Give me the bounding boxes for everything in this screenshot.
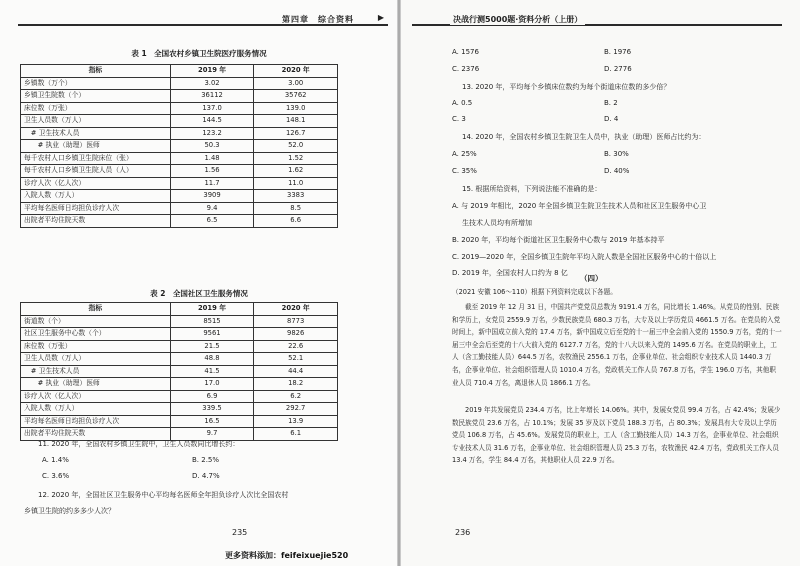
q15-option-d: D. 2019 年，全国农村人口约为 8 亿 bbox=[452, 269, 568, 277]
table2-row bbox=[21, 378, 338, 391]
table1 bbox=[20, 64, 338, 228]
table1-header-cell: 2019 年 bbox=[170, 65, 254, 78]
table2-header-cell: 2019 年 bbox=[170, 303, 254, 316]
table1-row-value: 36112 bbox=[170, 90, 254, 103]
table2-row bbox=[21, 353, 338, 366]
table1-row-value: 11.0 bbox=[254, 177, 338, 190]
q12-option-a: A. 1576 bbox=[452, 48, 479, 56]
table2-row-value: 6.1 bbox=[254, 428, 338, 441]
table2-row bbox=[21, 390, 338, 403]
book-spine bbox=[397, 0, 401, 566]
table1-caption: 表 1 全国农村乡镇卫生院医疗服务情况 bbox=[131, 49, 267, 58]
passage-paragraph-1: 截至 2019 年 12 月 31 日，中国共产党党员总数为 9191.4 万名，同比增长 1.46%。从党员的性别、民族和学历上，女党员 2559.9 万名，少数民族党员 680.3 万名，大专及以上学历党员 4661.5 万名。在党员的入党时间上，新中国成立前入党的 17.4 万名，新中国成立后至党的十一届三中全会前入党的 1550.9 万名，党的十一届三中全会后至党的十八大前入党的 6127.7 万名，党的十八大以来入党的 1495.6 万名。在党员的职业上，工人（含工勤技能人员）644.5 万名，农牧渔民 2556.1 万名，企事业单位、社会组织专业技术人员 1440.3 万名，企事业单位、社会组织管理人员 1010.4 万名，党政机关工作人员 767.8 万名，学生 196.0 万名，其他职业人员 710.4 万名，离退休人员 1866.1 万名。 bbox=[452, 303, 782, 387]
q14-option-d: D. 40% bbox=[604, 167, 630, 175]
table2-header-cell: 2020 年 bbox=[254, 303, 338, 316]
table1-row-value: 126.7 bbox=[254, 127, 338, 140]
table1-row-value: 3.00 bbox=[254, 77, 338, 90]
table1-row bbox=[21, 140, 338, 153]
table1-row bbox=[21, 165, 338, 178]
q14-option-b: B. 30% bbox=[604, 150, 629, 158]
section-heading: （四） bbox=[580, 274, 603, 283]
chapter-title: 第四章 综合资料 bbox=[282, 15, 354, 24]
table2-header-cell: 指标 bbox=[21, 303, 171, 316]
table2-row-label: 入院人数（万人） bbox=[21, 403, 171, 416]
table2-row-value: 8773 bbox=[254, 315, 338, 328]
table2-row-value: 6.9 bbox=[170, 390, 254, 403]
table1-row-value: 52.0 bbox=[254, 140, 338, 153]
table1-row-label: 床位数（万张） bbox=[21, 102, 171, 115]
table2-row-value: 16.5 bbox=[170, 415, 254, 428]
table2-row-value: 17.0 bbox=[170, 378, 254, 391]
table1-row-value: 3.02 bbox=[170, 77, 254, 90]
right-running-header bbox=[412, 14, 782, 28]
table2-row-value: 8515 bbox=[170, 315, 254, 328]
table2-row bbox=[21, 328, 338, 341]
table2-row-value: 52.1 bbox=[254, 353, 338, 366]
table1-header-cell: 指标 bbox=[21, 65, 171, 78]
table1-header-cell: 2020 年 bbox=[254, 65, 338, 78]
table2-row-value: 9826 bbox=[254, 328, 338, 341]
question-12-line2: 乡镇卫生院的约多多少人次？ bbox=[24, 507, 115, 515]
table2-row-value: 9561 bbox=[170, 328, 254, 341]
table2-row-label: 床位数（万张） bbox=[21, 340, 171, 353]
table1-row bbox=[21, 177, 338, 190]
table1-row-label: 乡镇数（万个） bbox=[21, 77, 171, 90]
q12-option-b: B. 1976 bbox=[604, 48, 632, 56]
table1-row-label: 平均每名医师日均担负诊疗人次 bbox=[21, 202, 171, 215]
q13-option-d: D. 4 bbox=[604, 115, 619, 123]
table2-row-label: 出院者平均住院天数 bbox=[21, 428, 171, 441]
table1-row-value: 148.1 bbox=[254, 115, 338, 128]
table1-row-value: 1.56 bbox=[170, 165, 254, 178]
table1-row-label: 卫生人员数（万人） bbox=[21, 115, 171, 128]
q14-option-a: A. 25% bbox=[452, 150, 477, 158]
table1-row-value: 6.5 bbox=[170, 215, 254, 228]
q12-option-c: C. 2376 bbox=[452, 65, 480, 73]
q13-option-c: C. 3 bbox=[452, 115, 466, 123]
q15-option-a: A. 与 2019 年相比，2020 年全国乡镇卫生院卫生技术人员和社区卫生服务中心卫 bbox=[452, 202, 707, 210]
table2-row-label: 卫生人员数（万人） bbox=[21, 353, 171, 366]
table1-row bbox=[21, 77, 338, 90]
q15-option-c: C. 2019—2020 年，全国乡镇卫生院年平均入院人数是全国社区服务中心的十倍以上 bbox=[452, 253, 717, 261]
table1-row-label: 每千农村人口乡镇卫生院床位（张） bbox=[21, 152, 171, 165]
q15-option-a-cont: 生技术人员均有所增加 bbox=[462, 219, 532, 227]
table1-row-value: 3909 bbox=[170, 190, 254, 203]
table1-row-value: 1.48 bbox=[170, 152, 254, 165]
question-15: 15. 根据所给资料，下列说法能不准确的是： bbox=[462, 185, 602, 193]
table1-row-value: 137.0 bbox=[170, 102, 254, 115]
table2-row bbox=[21, 315, 338, 328]
table1-row-value: 144.5 bbox=[170, 115, 254, 128]
table2-row-label: 社区卫生服务中心数（个） bbox=[21, 328, 171, 341]
table2-row bbox=[21, 365, 338, 378]
footer-watermark: 更多资料添加：feifeixuejie520 bbox=[225, 551, 349, 560]
table1-row bbox=[21, 215, 338, 228]
table2-row-value: 22.6 bbox=[254, 340, 338, 353]
q13-option-b: B. 2 bbox=[604, 99, 618, 107]
passage-intro: （2021 安徽 106～110）根据下列资料完成以下各题。 bbox=[452, 288, 617, 296]
table2-caption: 表 2 全国社区卫生服务情况 bbox=[150, 289, 248, 298]
question-14: 14. 2020 年，全国农村乡镇卫生院卫生人员中，执业（助理）医师占比约为： bbox=[462, 133, 706, 141]
table1-row bbox=[21, 115, 338, 128]
table2-row bbox=[21, 340, 338, 353]
table1-row-value: 1.62 bbox=[254, 165, 338, 178]
question-12-line1: 12. 2020 年，全国社区卫生服务中心平均每名医师全年担负诊疗人次比全国农村 bbox=[38, 491, 289, 499]
table1-row-label: # 卫生技术人员 bbox=[21, 127, 171, 140]
table1-row bbox=[21, 202, 338, 215]
table1-row-value: 11.7 bbox=[170, 177, 254, 190]
table2-row-value: 339.5 bbox=[170, 403, 254, 416]
right-page-number: 236 bbox=[455, 528, 471, 537]
question-11: 11. 2020 年，全国农村乡镇卫生院中，卫生人员数同比增长约： bbox=[38, 440, 240, 448]
q11-option-c: C. 3.6% bbox=[42, 472, 70, 480]
table1-row-value: 139.0 bbox=[254, 102, 338, 115]
table2-row-label: # 卫生技术人员 bbox=[21, 365, 171, 378]
table1-row-label: 诊疗人次（亿人次） bbox=[21, 177, 171, 190]
q13-option-a: A. 0.5 bbox=[452, 99, 473, 107]
table2-row-value: 41.5 bbox=[170, 365, 254, 378]
table2-row-label: 诊疗人次（亿人次） bbox=[21, 390, 171, 403]
left-page-number: 235 bbox=[232, 528, 248, 537]
q15-option-b: B. 2020 年，平均每个街道社区卫生服务中心数与 2019 年基本持平 bbox=[452, 236, 665, 244]
table2-row-label: # 执业（助理）医师 bbox=[21, 378, 171, 391]
left-running-header bbox=[18, 14, 388, 28]
table1-row-value: 6.6 bbox=[254, 215, 338, 228]
table2-row-value: 48.8 bbox=[170, 353, 254, 366]
table2-row-value: 13.9 bbox=[254, 415, 338, 428]
table2-row-label: 平均每名医师日均担负诊疗人次 bbox=[21, 415, 171, 428]
table1-row-value: 9.4 bbox=[170, 202, 254, 215]
table1-row-value: 1.52 bbox=[254, 152, 338, 165]
q11-option-d: D. 4.7% bbox=[192, 472, 220, 480]
table1-row-label: 乡镇卫生院数（个） bbox=[21, 90, 171, 103]
table1-row-label: 出院者平均住院天数 bbox=[21, 215, 171, 228]
table1-row bbox=[21, 190, 338, 203]
header-triangle-icon: ▶ bbox=[377, 13, 384, 22]
table2 bbox=[20, 302, 338, 441]
table1-row-value: 123.2 bbox=[170, 127, 254, 140]
question-13: 13. 2020 年，平均每个乡镇床位数约为每个街道床位数的多少倍？ bbox=[462, 83, 671, 91]
table1-row-label: # 执业（助理）医师 bbox=[21, 140, 171, 153]
passage-paragraph-2: 2019 年共发展党员 234.4 万名，比上年增长 14.06%。其中，发展女党员 99.4 万名，占 42.4%；发展少数民族党员 23.6 万名，占 10.1%；发展 35 岁及以下党员 188.3 万名，占 80.3%；发展具有大专及以上学历党员 106.8 万名，占 45.6%。发展党员的职业上，工人（含工勤技能人员）14.3 万名，企事业单位、社会组织专业技术人员 31.6 万名，企事业单位、社会组织管理人员 25.3 万名，农牧渔民 42.4 万名，党政机关工作人员 13.4 万名，学生 84.4 万名，其他职业人员 22.9 万名。 bbox=[452, 406, 781, 465]
q12-option-d: D. 2776 bbox=[604, 65, 632, 73]
table2-row bbox=[21, 403, 338, 416]
table1-row-value: 35762 bbox=[254, 90, 338, 103]
table2-row-value: 6.2 bbox=[254, 390, 338, 403]
book-title: 决战行测5000题·资料分析（上册） bbox=[450, 14, 585, 25]
table1-row bbox=[21, 90, 338, 103]
table1-row bbox=[21, 152, 338, 165]
table1-row-value: 8.5 bbox=[254, 202, 338, 215]
table1-row-value: 50.3 bbox=[170, 140, 254, 153]
q14-option-c: C. 35% bbox=[452, 167, 477, 175]
table1-row-value: 3383 bbox=[254, 190, 338, 203]
table2-row-value: 9.7 bbox=[170, 428, 254, 441]
table1-row bbox=[21, 102, 338, 115]
table2-row-label: 街道数（个） bbox=[21, 315, 171, 328]
table1-row-label: 入院人数（万人） bbox=[21, 190, 171, 203]
q11-option-a: A. 1.4% bbox=[42, 456, 69, 464]
table1-row bbox=[21, 127, 338, 140]
table2-row-value: 44.4 bbox=[254, 365, 338, 378]
table2-row-value: 292.7 bbox=[254, 403, 338, 416]
table1-row-label: 每千农村人口乡镇卫生院人员（人） bbox=[21, 165, 171, 178]
table2-row-value: 18.2 bbox=[254, 378, 338, 391]
table2-row-value: 21.5 bbox=[170, 340, 254, 353]
q11-option-b: B. 2.5% bbox=[192, 456, 220, 464]
table2-row bbox=[21, 415, 338, 428]
